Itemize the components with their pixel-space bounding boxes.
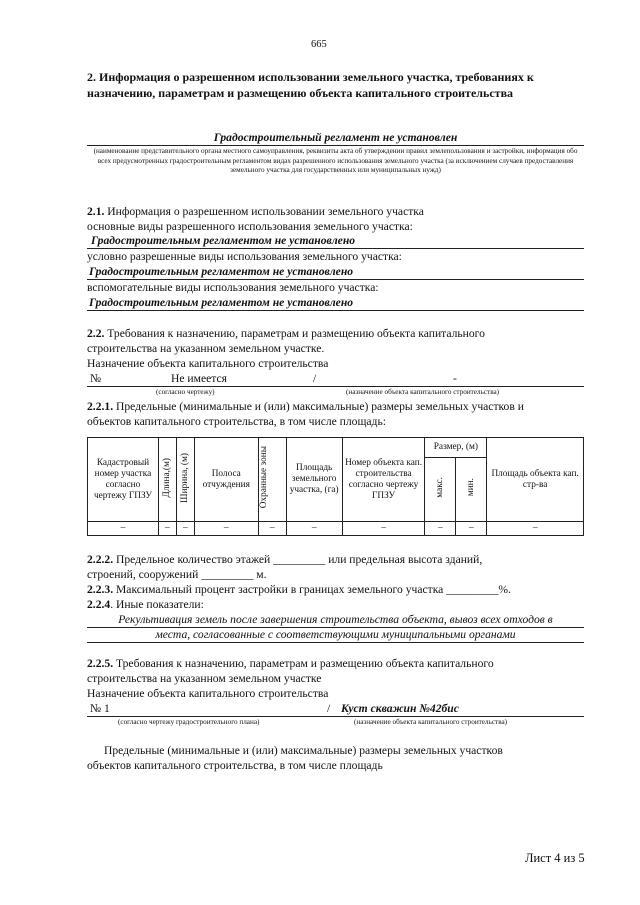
purpose-line-2: [87, 702, 584, 717]
section-2-2-text1: 2.2. Требования к назначению, параметрам и размещению объекта капитального: [87, 327, 485, 340]
header-area: Площадь земельного участка, (га): [286, 438, 342, 522]
main-uses-value: Градостроительным регламентом не установлено: [87, 234, 584, 249]
sheet-number: Лист 4 из 5: [525, 851, 585, 865]
table-cell: –: [176, 522, 194, 536]
note-right: (назначение объекта капитального строительства): [346, 388, 500, 396]
section-2-2-3: 2.2.3. Максимальный процент застройки в границах земельного участка _________%.: [87, 583, 511, 596]
section-2-2-5-text1: 2.2.5. Требования к назначению, параметрам и размещению объекта капитального: [87, 657, 494, 670]
purpose-line: [87, 372, 584, 387]
section-2-2-text2: строительства на указанном земельном участке.: [87, 342, 325, 355]
section-2-2-2-text2: строений, сооружений _________ м.: [87, 568, 267, 581]
section-2-2-5-text2: строительства на указанном земельном участке: [87, 672, 322, 685]
page-number: 665: [311, 39, 327, 50]
section-title: 2. Информация о разрешенном использовании земельного участка, требованиях к назначению, параметрам и размещению объекта капитального строительства: [87, 70, 534, 100]
reglament-note: (наименование представительного органа местного самоуправления, реквизиты акта об утверждении правил землепользования и застройки, информация обо всех предусмотренных градостроительным регламентом видах разрешенного использования земельного участка (за исключением случаев предоставления земельного участка для государственных или муниципальных нужд): [93, 147, 578, 174]
table-cell: –: [456, 522, 487, 536]
table-cell: –: [342, 522, 425, 536]
header-length: Длина,(м): [158, 438, 176, 522]
number-label: №: [90, 372, 102, 385]
other-indicators-line1: Рекультивация земель после завершения строительства объекта, вывоз всех отходов в: [87, 613, 584, 628]
parameters-table: [87, 437, 584, 536]
section-2-2-1-text2: объектов капитального строительства, в том числе площадь:: [87, 415, 386, 428]
table-cell: –: [258, 522, 286, 536]
section-2-2-2-text1: 2.2.2. Предельное количество этажей _________ или предельная высота зданий,: [87, 553, 483, 566]
header-objnum: Номер объекта кап. строительства согласно чертежу ГПЗУ: [342, 438, 425, 522]
conditional-uses-value: Градостроительным регламентом не установлено: [87, 265, 584, 280]
number-label-2: № 1: [90, 702, 110, 715]
number-value: Не имеется: [171, 372, 227, 385]
header-strip: Полоса отчуждения: [194, 438, 258, 522]
header-min: мин.: [456, 458, 487, 522]
conditional-uses-label: условно разрешенные виды использования земельного участка:: [87, 250, 402, 263]
note-right-2: (назначение объекта капитального строительства): [354, 718, 508, 726]
final-text2: объектов капитального строительства, в том числе площадь: [87, 759, 383, 772]
header-protect: Охранные зоны: [258, 438, 286, 522]
slash: /: [313, 372, 317, 385]
auxiliary-uses-value: Градостроительным регламентом не установлено: [87, 296, 584, 311]
section-2-2-1-text1: 2.2.1. Предельные (минимальные и (или) максимальные) размеры земельных участков и: [87, 400, 524, 413]
purpose-label: Назначение объекта капитального строительства: [87, 357, 329, 370]
header-cadastral: Кадастровый номер участка согласно чертежу ГПЗУ: [88, 438, 159, 522]
table-cell: –: [194, 522, 258, 536]
reglament-status: Градостроительный регламент не установлен: [87, 131, 584, 146]
table-cell: –: [158, 522, 176, 536]
note-left: (согласно чертежу): [156, 388, 215, 396]
table-row: [88, 522, 584, 536]
table-cell: –: [487, 522, 584, 536]
slash-2: /: [327, 702, 331, 715]
purpose-label-2: Назначение объекта капитального строительства: [87, 687, 329, 700]
auxiliary-uses-label: вспомогательные виды использования земельного участка:: [87, 281, 379, 294]
final-text1: Предельные (минимальные и (или) максимальные) размеры земельных участков: [104, 744, 503, 757]
header-objarea: Площадь объекта кап. стр-ва: [487, 438, 584, 522]
table-cell: –: [425, 522, 456, 536]
header-width: Ширина, (м): [176, 438, 194, 522]
purpose-value: -: [453, 372, 457, 385]
header-size: Размер, (м): [425, 438, 487, 458]
other-indicators-line2: места, согласованные с соответствующими муниципальными органами: [87, 628, 584, 643]
purpose-value-2: Куст скважин №42бис: [341, 702, 459, 715]
section-2-2-4: 2.2.4. Иные показатели:: [87, 598, 204, 611]
table-cell: –: [88, 522, 159, 536]
table-cell: –: [286, 522, 342, 536]
note-left-2: (согласно чертежу градостроительного плана): [118, 718, 260, 726]
main-uses-label: основные виды разрешенного использования земельного участка:: [87, 220, 413, 233]
header-max: макс.: [425, 458, 456, 522]
section-2-1-title: 2.1. Информация о разрешенном использовании земельного участка: [87, 205, 424, 218]
